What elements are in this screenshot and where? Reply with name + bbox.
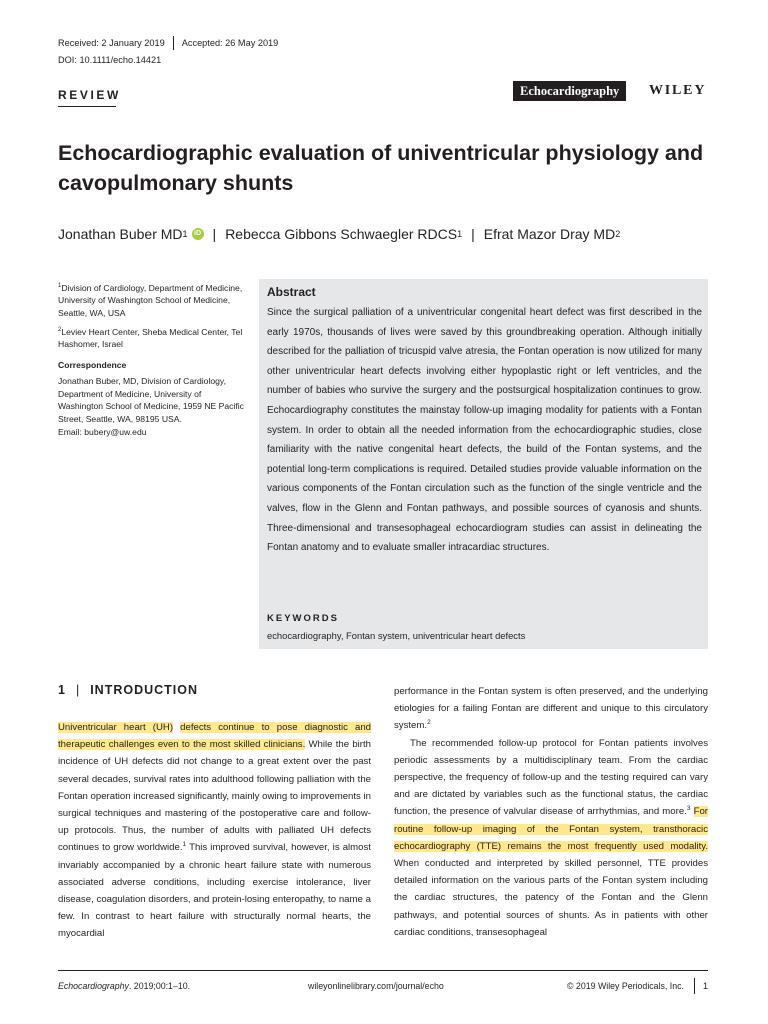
accepted-date: Accepted: 26 May 2019 bbox=[181, 38, 279, 48]
abstract-heading: Abstract bbox=[267, 285, 316, 299]
divider: | bbox=[471, 226, 475, 242]
orcid-icon[interactable]: iD bbox=[192, 228, 204, 240]
paragraph: The recommended follow-up protocol for Fontan patients involves periodic assessments by a multidisciplinary team. From the cardiac perspective, the frequency of follow-up and the testing required can vary and are dictated by variables such as the functional status, the cardiac function, the presence of valvular disease of arrhythmias, and more.$^3$ For routine follow-up imaging of the Fontan system, transthoracic echocardiography (TTE) remains the most frequently used modality. When conducted and interpreted by skilled personnel, TTE provides detailed information on the various parts of the Fontan system including the cardiac structures, the patency of the Fontan and the Glenn pathways, and potential sources of shunts. As in patients with other cardiac conditions, transesophageal bbox=[394, 737, 708, 938]
divider: | bbox=[212, 226, 217, 242]
correspondence-heading: Correspondence bbox=[58, 359, 127, 370]
divider: | bbox=[75, 683, 81, 697]
publisher-logo: WILEY bbox=[649, 83, 707, 98]
paragraph: Univentricular heart (UH) defects continue to pose diagnostic and therapeutic challenges even to the most skilled clinicians. While the birth incidence of UH defects did not change to a great extent over the past several decades, survival rates into adulthood following palliation with the Fontan operation increased significantly, mainly owing to improvements in surgical techniques and mastering of the postoperative care and follow-up protocols. Thus, the number of adults with palliated UH defects continues to grow worldwide.$^1$ This improved survival, however, is almost invariably accompanied by a chronic heart failure state with numerous associated adverse conditions, including exercise intolerance, liver disease, coagulation disorders, and protein-losing enteropathy, to name a few. In contrast to heart failure with structurally normal hearts, the myocardial bbox=[58, 722, 372, 940]
divider bbox=[694, 978, 695, 994]
article-type: REVIEW bbox=[58, 88, 121, 102]
affiliation: $^2$Leviev Heart Center, Sheba Medical Center, Tel Hashomer, Israel bbox=[58, 326, 243, 350]
footer-citation: Echocardiography. 2019;00:1–10. bbox=[58, 981, 191, 991]
divider bbox=[58, 106, 116, 107]
author-list: Jonathan Buber MD 1 iD | Rebecca Gibbons Schwaegler RDCS 1 | Efrat Mazor Dray MD 2 bbox=[58, 226, 621, 242]
article-dates bbox=[58, 36, 278, 50]
highlight: For routine follow-up imaging of the Fontan system, transthoracic echocardiography (TTE) remains the most frequently used modality. bbox=[394, 806, 708, 852]
affiliations bbox=[58, 280, 248, 442]
affiliation: $^1$Division of Cardiology, Department of Medicine, University of Washington School of Medicine, Seattle, WA, USA bbox=[58, 282, 243, 319]
received-date: Received: 2 January 2019 bbox=[58, 38, 165, 48]
body-column-left bbox=[58, 719, 371, 943]
keywords-text: echocardiography, Fontan system, univentricular heart defects bbox=[267, 630, 526, 641]
author-name[interactable]: Jonathan Buber MD bbox=[58, 226, 183, 242]
body-column-right bbox=[394, 683, 708, 941]
keywords-heading: KEYWORDS bbox=[267, 613, 339, 624]
author-name[interactable]: Rebecca Gibbons Schwaegler RDCS bbox=[225, 226, 458, 242]
citation-mark[interactable]: 1 bbox=[182, 841, 187, 849]
footer-copyright: © 2019 Wiley Periodicals, Inc. bbox=[567, 981, 684, 991]
section-title: INTRODUCTION bbox=[90, 683, 199, 697]
section-number: 1 bbox=[58, 683, 66, 697]
citation-mark[interactable]: 3 bbox=[686, 805, 691, 813]
paragraph: performance in the Fontan system is often preserved, and the underlying etiologies for a failing Fontan are different and unique to this circulatory system.$^2$ bbox=[394, 686, 708, 732]
footer-url[interactable]: wileyonlinelibrary.com/journal/echo bbox=[308, 981, 444, 991]
correspondence-text: Jonathan Buber, MD, Division of Cardiology, Department of Medicine, University of Washington School of Medicine, 1959 NE Pacific Street, Seattle, WA, 98195 USA. bbox=[58, 376, 244, 425]
article-title: Echocardiographic evaluation of univentricular physiology and cavopulmonary shunts bbox=[58, 141, 704, 195]
highlight: defects continue to pose diagnostic and therapeutic challenges even to the most skilled clinicians. bbox=[58, 722, 372, 751]
section-heading bbox=[58, 683, 198, 697]
citation-mark[interactable]: 2 bbox=[427, 719, 431, 727]
journal-logo: Echocardiography bbox=[513, 81, 626, 101]
divider bbox=[173, 36, 174, 50]
highlight: Univentricular heart (UH) bbox=[58, 722, 174, 733]
page-footer bbox=[58, 978, 708, 994]
page-number: 1 bbox=[702, 981, 708, 991]
footer-divider bbox=[58, 970, 708, 971]
correspondence-email[interactable]: Email: bubery@uw.edu bbox=[58, 426, 147, 437]
author-name[interactable]: Efrat Mazor Dray MD bbox=[483, 226, 616, 242]
abstract-text: Since the surgical palliation of a univentricular congenital heart defect was first described in the early 1970s, thousands of lives were saved by this groundbreaking operation. Although initially described for the palliation of tricuspid valve atresia, the Fontan operation is now utilized for many other univentricular heart defects involving either hypoplastic right or left ventricles, and the number of babies who survive the surgery and the postsurgical hospitalization continues to grow. Echocardiography constitutes the mainstay follow-up imaging modality for patients with a Fontan system. In order to obtain all the needed information from the echocardiographic studies, close familiarity with the native congenital heart defects, the build of the Fontan systems, and the potential long-term complications is required. Detailed studies provide valuable information on the various components of the Fontan circulation such as the function of the single ventricle and the valves, flow in the Glenn and Fontan pathways, and possible sources of cyanosis and shunts. Three-dimensional and transesophageal echocardiogram studies can assist in delineating the Fontan anatomy and to evaluate smaller intracardiac structures. bbox=[267, 307, 702, 554]
doi[interactable]: DOI: 10.1111/echo.14421 bbox=[58, 55, 162, 65]
